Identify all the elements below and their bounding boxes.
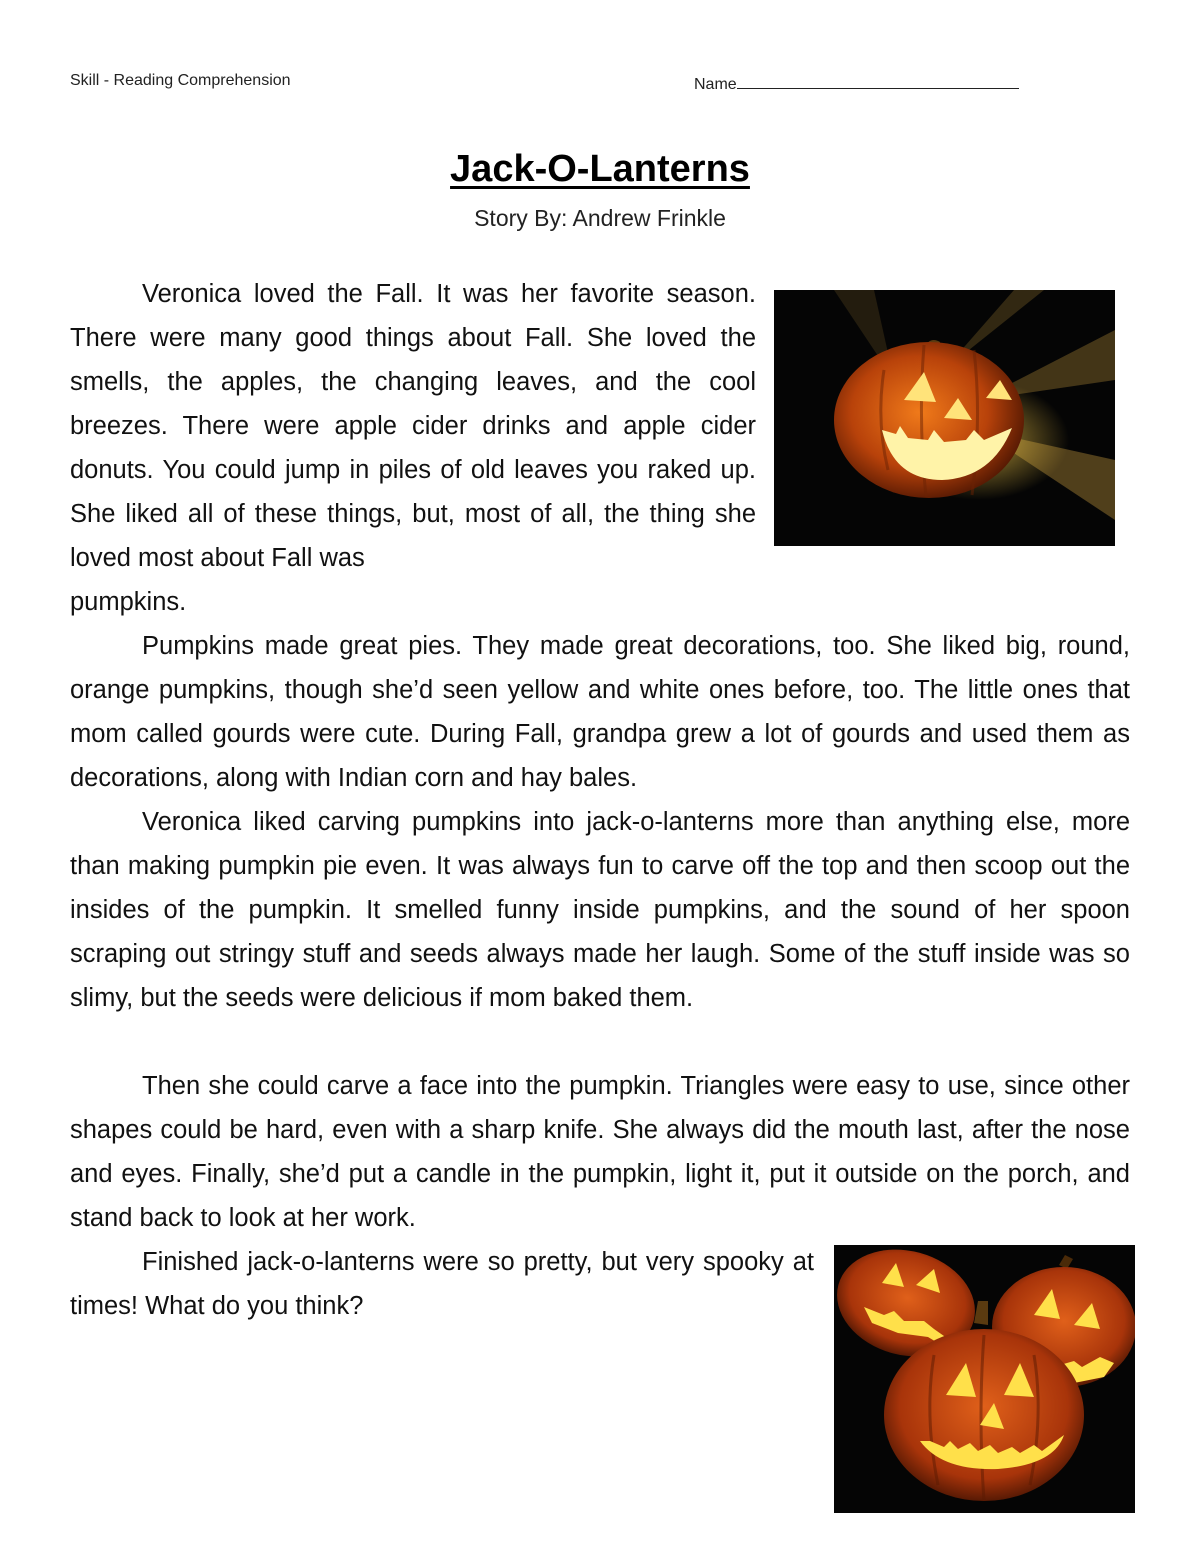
story-paragraph-1: Veronica loved the Fall. It was her favorite season. There were many good things about Fall. She loved the smells, the apples, the changing leaves, and the cool breezes. There were apple cider drinks and apple cider donuts. You could jump in piles of old leaves you raked up. She liked all of these things, but, most of all, the thing she loved most about Fall was [70, 280, 756, 572]
story-paragraph-4: Then she could carve a face into the pumpkin. Triangles were easy to use, since other shapes could be hard, even with a sharp knife. She always did the mouth last, after the nose and eyes. Finally, she’d put a candle in the pumpkin, light it, put it outside on the porch, and stand back to look at her work. [70, 1072, 1130, 1232]
three-jack-o-lanterns-image [834, 1245, 1135, 1513]
story-title: Jack-O-Lanterns [450, 148, 750, 190]
story-paragraph-5: Finished jack-o-lanterns were so pretty, but very spooky at times! What do you think? [70, 1248, 814, 1320]
story-paragraph-1-end: pumpkins. [70, 588, 187, 616]
story-byline: Story By: Andrew Frinkle [474, 205, 726, 231]
story-paragraph-3: Veronica liked carving pumpkins into jack-o-lanterns more than anything else, more than making pumpkin pie even. It was always fun to carve off the top and then scoop out the insides of the pumpkin. It smelled funny inside pumpkins, and the sound of her spoon scraping out stringy stuff and seeds always made her laugh. Some of the stuff inside was so slimy, but the seeds were delicious if mom baked them. [70, 808, 1130, 1012]
name-label: Name [694, 76, 737, 93]
name-blank-line[interactable] [737, 72, 1019, 89]
name-field[interactable] [694, 72, 1019, 94]
glowing-jack-o-lantern-icon [774, 290, 1115, 546]
glowing-jack-o-lantern-image [774, 290, 1115, 546]
skill-label: Skill - Reading Comprehension [70, 72, 291, 89]
three-jack-o-lanterns-icon [834, 1245, 1135, 1513]
story-paragraph-2: Pumpkins made great pies. They made great decorations, too. She liked big, round, orange pumpkins, though she’d seen yellow and white ones before, too. The little ones that mom called gourds were cute. During Fall, grandpa grew a lot of gourds and used them as decorations, along with Indian corn and hay bales. [70, 632, 1130, 792]
